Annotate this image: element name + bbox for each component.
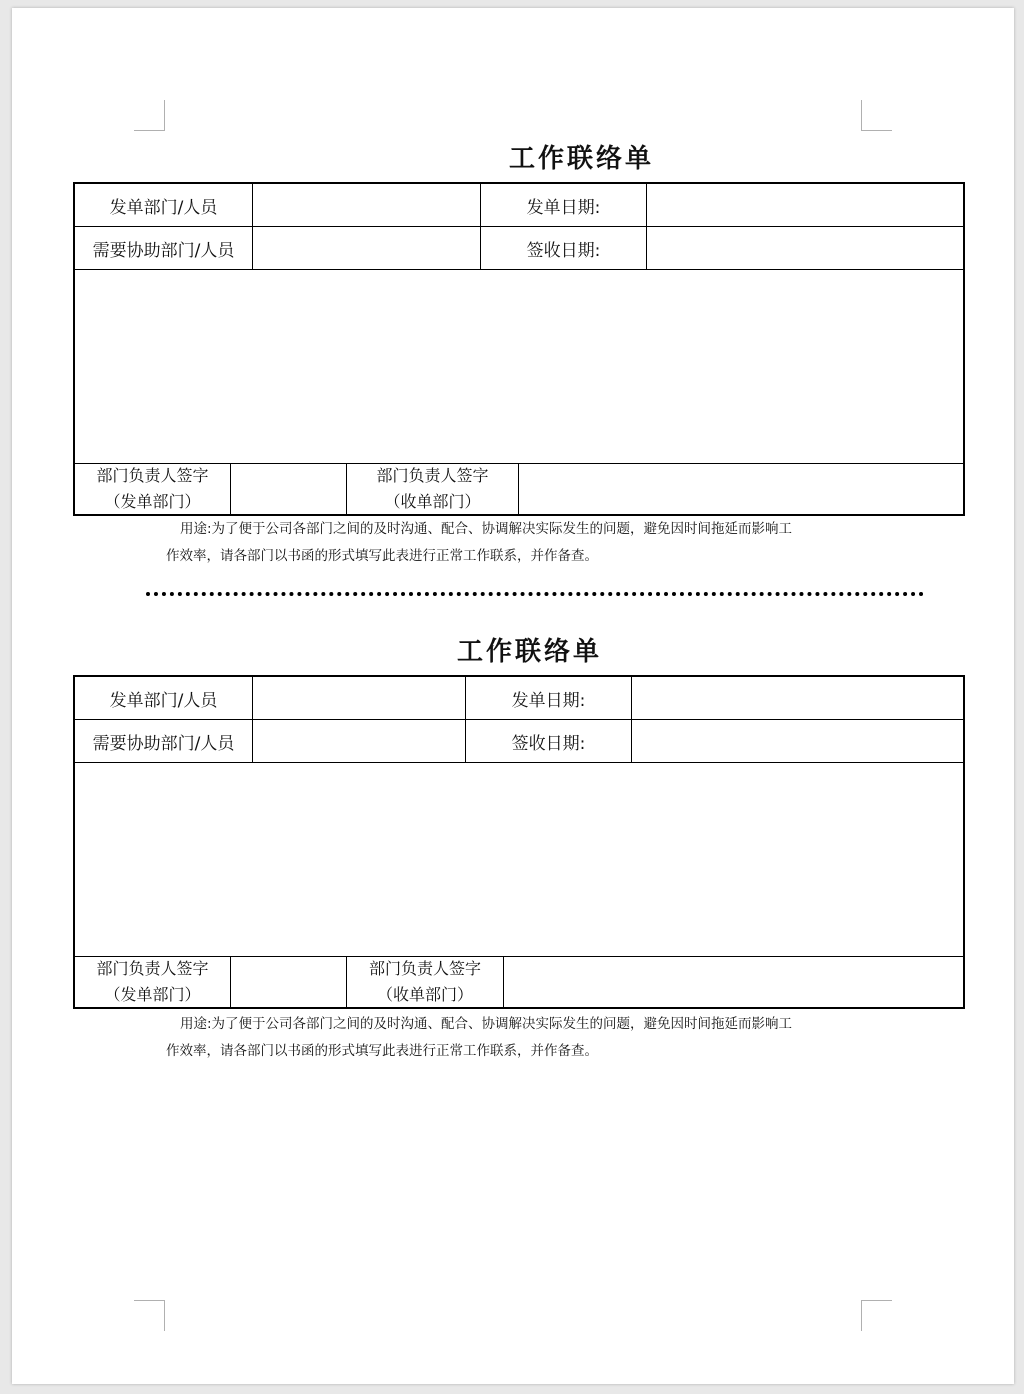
assist-label: 需要协助部门/人员 <box>75 227 253 269</box>
table-row <box>75 677 963 720</box>
sender-sign-label <box>75 464 231 514</box>
document-page <box>12 8 1014 1384</box>
sender-label: 发单部门/人员 <box>75 677 253 719</box>
sign-date-field[interactable] <box>647 227 963 269</box>
margin-corner-top-left <box>134 100 165 131</box>
sender-field[interactable] <box>253 677 466 719</box>
receiver-sign-line2: （收单部门） <box>384 492 481 511</box>
contact-form-table <box>73 182 965 516</box>
sign-date-label: 签收日期: <box>481 227 647 269</box>
margin-corner-bottom-left <box>134 1300 165 1331</box>
assist-field[interactable] <box>253 720 466 762</box>
sender-sign-line1: 部门负责人签字 <box>96 959 209 978</box>
assist-label: 需要协助部门/人员 <box>75 720 253 762</box>
sender-sign-line1: 部门负责人签字 <box>96 466 209 485</box>
usage-line1: 用途:为了便于公司各部门之间的及时沟通、配合、协调解决实际发生的问题，避免因时间拖延而影响工 <box>180 1016 793 1032</box>
sender-sign-field[interactable] <box>231 464 347 514</box>
table-row <box>75 720 963 763</box>
sign-date-field[interactable] <box>632 720 963 762</box>
margin-corner-bottom-right <box>861 1300 892 1331</box>
table-row <box>75 957 963 1007</box>
contact-form-table <box>73 675 965 1009</box>
receiver-sign-label <box>347 957 504 1007</box>
receiver-sign-line2: （收单部门） <box>376 985 473 1004</box>
assist-field[interactable] <box>253 227 481 269</box>
usage-line2: 作效率，请各部门以书函的形式填写此表进行正常工作联系，并作备查。 <box>166 1043 598 1059</box>
sender-sign-line2: （发单部门） <box>104 492 201 511</box>
content-area[interactable] <box>75 763 963 957</box>
send-date-field[interactable] <box>632 677 963 719</box>
table-row <box>75 464 963 514</box>
receiver-sign-line1: 部门负责人签字 <box>376 466 489 485</box>
cut-line-divider <box>146 592 924 596</box>
usage-note <box>166 1011 876 1065</box>
send-date-field[interactable] <box>647 184 963 226</box>
table-row <box>75 184 963 227</box>
send-date-label: 发单日期: <box>481 184 647 226</box>
form-title: 工作联络单 <box>509 144 655 174</box>
sender-field[interactable] <box>253 184 481 226</box>
table-row <box>75 227 963 270</box>
sender-sign-field[interactable] <box>231 957 347 1007</box>
send-date-label: 发单日期: <box>466 677 632 719</box>
receiver-sign-label <box>347 464 519 514</box>
sender-sign-label <box>75 957 231 1007</box>
form-title: 工作联络单 <box>457 637 603 667</box>
receiver-sign-line1: 部门负责人签字 <box>368 959 481 978</box>
content-area[interactable] <box>75 270 963 464</box>
receiver-sign-field[interactable] <box>519 464 963 514</box>
sender-sign-line2: （发单部门） <box>104 985 201 1004</box>
margin-corner-top-right <box>861 100 892 131</box>
usage-note <box>166 516 876 570</box>
receiver-sign-field[interactable] <box>504 957 963 1007</box>
sign-date-label: 签收日期: <box>466 720 632 762</box>
usage-line2: 作效率，请各部门以书函的形式填写此表进行正常工作联系，并作备查。 <box>166 548 598 564</box>
sender-label: 发单部门/人员 <box>75 184 253 226</box>
usage-line1: 用途:为了便于公司各部门之间的及时沟通、配合、协调解决实际发生的问题，避免因时间拖延而影响工 <box>180 521 793 537</box>
